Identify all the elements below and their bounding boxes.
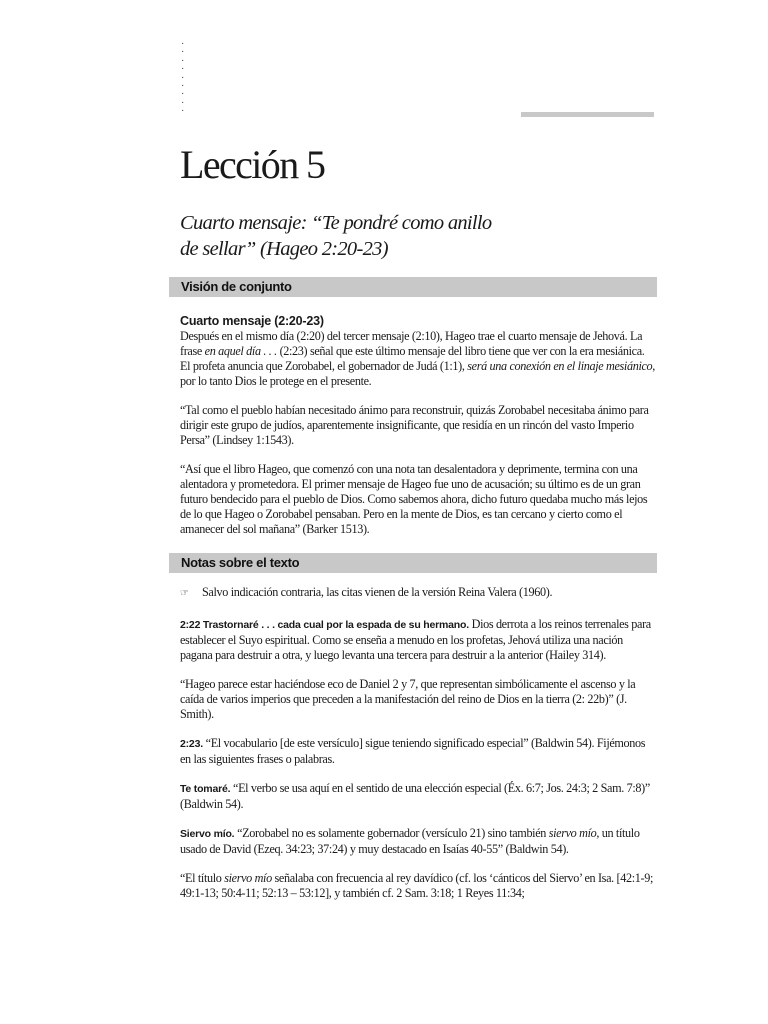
note-titulo-c: señalaba con frecuencia al rey davídico (cf. los ‘cánticos del Siervo’ en Isa. [42:1-9; 49:1-13; 50:4-11; 52:13 – 53:12], y también cf. 2 Sam. 3:18; 1 Reyes 11:34; bbox=[180, 871, 653, 900]
note-te-tomare-text: “El verbo se usa aquí en el sentido de una elección especial (Éx. 6:7; Jos. 24:3; 2 Sam. 7:8)” (Baldwin 54). bbox=[180, 781, 650, 811]
note-titulo-italic: siervo mío bbox=[224, 871, 272, 885]
p1-italic-d: será una conexión en el linaje mesiánico bbox=[467, 359, 653, 373]
note-daniel-echo: “Hageo parece estar haciéndose eco de Daniel 2 y 7, que representan simbólicamente el ascenso y la caída de varios imperios que preceden a la manifestación del reino de Dios en la tierra (2: 22b)” (J. Smith). bbox=[180, 677, 636, 721]
overview-paragraph-1 bbox=[180, 329, 656, 389]
overview-content bbox=[180, 313, 656, 537]
p1-text-c: (2:23) señal que este último mensaje del libro tiene que ver con la era mesiánica. El profeta anuncia que Zorobabel, el gobernador de Judá (1:1), bbox=[180, 344, 645, 373]
note-2-22-text: Dios derrota a los reinos terrenales para establecer el Suyo espiritual. Como se enseña a menudo en los profetas, Jehová utiliza una nación pagana para destruir a otra, y luego levanta una tercera para destruir a la anterior (Hailey 314). bbox=[180, 617, 651, 662]
overview-paragraph-3: “Así que el libro Hageo, que comenzó con una nota tan desalentadora y deprimente, termina con una alentadora y prometedora. El primer mensaje de Hageo fue uno de acusación; su último es de un gran futuro bendecido para el pueblo de Dios. Como sabemos ahora, dicho futuro quedaba mucho más lejos de lo que Hageo o Zorobabel pensaban. Pero en la mente de Dios, es tan cercano y cierto como el amanecer del sol mañana” (Barker 1513). bbox=[180, 462, 648, 536]
section-heading-notes: Notas sobre el texto bbox=[181, 555, 300, 570]
section-heading-overview: Visión de conjunto bbox=[181, 279, 292, 294]
subtitle-line-1: Cuarto mensaje: “Te pondré como anillo bbox=[180, 212, 492, 234]
lesson-title: Lección 5 bbox=[180, 142, 325, 187]
overview-paragraph-2: “Tal como el pueblo habían necesitado ánimo para reconstruir, quizás Zorobabel necesitaba ánimo para dirigir este grupo de judíos, aparentemente insignificante, que residía en un rincón del vasto Imperio Persa” (Lindsey 1:1543). bbox=[180, 403, 649, 447]
decorative-dots: · · · · · · · · · bbox=[181, 38, 185, 117]
note-2-23 bbox=[180, 736, 656, 767]
note-siervo-mio-italic: siervo mío, bbox=[548, 826, 600, 840]
note-te-tomare-lead: Te tomaré. bbox=[180, 783, 231, 795]
note-titulo-siervo bbox=[180, 871, 656, 901]
note-2-22 bbox=[180, 617, 656, 663]
note-2-22-lead: 2:22 Trastornaré . . . cada cual por la espada de su hermano. bbox=[180, 619, 469, 631]
note-te-tomare bbox=[180, 781, 656, 812]
note-2-23-lead: 2:23. bbox=[180, 738, 203, 750]
pointing-hand-icon: ☞ bbox=[180, 588, 189, 599]
p1-text-e: , por lo tanto Dios le protege en el presente. bbox=[180, 359, 655, 388]
note-titulo-a: “El título bbox=[180, 871, 225, 885]
subtitle-line-2: de sellar” (Hageo 2:20-23) bbox=[180, 238, 388, 260]
notes-content bbox=[180, 585, 656, 901]
note-siervo-mio-c: un título usado de David (Ezeq. 34:23; 37:24) y muy destacado en Isaías 40-55” (Baldwin 54). bbox=[180, 826, 640, 856]
version-note bbox=[180, 585, 656, 601]
section-bar-overview bbox=[169, 277, 657, 297]
note-2-23-text: “El vocabulario [de este versículo] sigue teniendo significado especial” (Baldwin 54). Fijémonos en las siguientes frases o palabras. bbox=[180, 736, 646, 766]
overview-subheading: Cuarto mensaje (2:20-23) bbox=[180, 314, 324, 328]
note-siervo-mio bbox=[180, 826, 656, 857]
version-note-text: Salvo indicación contraria, las citas vienen de la versión Reina Valera (1960). bbox=[202, 585, 553, 599]
p1-italic-b: en aquel día . . . bbox=[204, 344, 277, 358]
section-bar-notes bbox=[169, 553, 657, 573]
note-siervo-mio-lead: Siervo mío. bbox=[180, 828, 235, 840]
note-siervo-mio-a: “Zorobabel no es solamente gobernador (versículo 21) sino también bbox=[234, 826, 549, 840]
lesson-subtitle bbox=[180, 210, 620, 262]
header-rule bbox=[521, 112, 654, 117]
p1-text-a: Después en el mismo día (2:20) del tercer mensaje (2:10), Hageo trae el cuarto mensaje de Jehová. La frase bbox=[180, 329, 643, 358]
